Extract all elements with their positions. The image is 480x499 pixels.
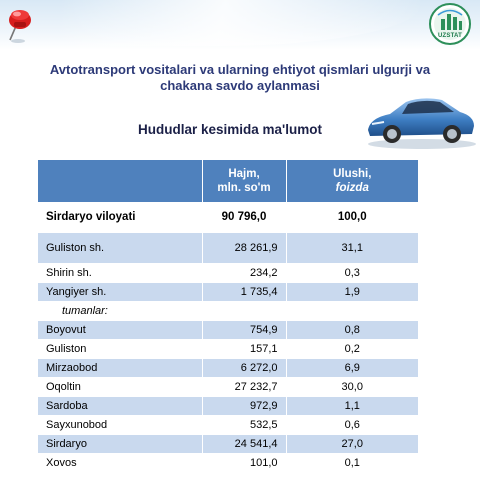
top-banner bbox=[0, 0, 480, 50]
table-row: Guliston sh. 28 261,9 31,1 bbox=[38, 232, 418, 263]
table-row: Shirin sh. 234,2 0,3 bbox=[38, 263, 418, 282]
table-row: tumanlar: bbox=[38, 301, 418, 320]
header-region bbox=[38, 160, 202, 202]
header-volume: Hajm, mln. so'm bbox=[202, 160, 286, 202]
header-share: Ulushi, foizda bbox=[286, 160, 418, 202]
table-row: Xovos 101,0 0,1 bbox=[38, 453, 418, 472]
table-row: Sayxunobod 532,5 0,6 bbox=[38, 415, 418, 434]
table-row: Sardoba 972,9 1,1 bbox=[38, 396, 418, 415]
logo-text: UZSTAT bbox=[438, 33, 462, 39]
table-row: Mirzaobod 6 272,0 6,9 bbox=[38, 358, 418, 377]
page-subtitle: Hududlar kesimida ma'lumot bbox=[138, 122, 322, 137]
car-image bbox=[362, 88, 478, 152]
table-header-row bbox=[38, 160, 418, 202]
table-row-total: Sirdaryo viloyati 90 796,0 100,0 bbox=[38, 202, 418, 232]
pushpin-icon bbox=[2, 4, 36, 46]
table-row: Boyovut 754,9 0,8 bbox=[38, 320, 418, 339]
table-row: Guliston 157,1 0,2 bbox=[38, 339, 418, 358]
uzstat-logo-icon bbox=[428, 2, 472, 46]
table-row: Sirdaryo 24 541,4 27,0 bbox=[38, 434, 418, 453]
data-table bbox=[38, 160, 418, 473]
table-row: Oqoltin 27 232,7 30,0 bbox=[38, 377, 418, 396]
table-row: Yangiyer sh. 1 735,4 1,9 bbox=[38, 282, 418, 301]
page-title: Avtotransport vositalari va ularning ehtiyot qismlari ulgurji va chakana savdo aylanmasi bbox=[49, 62, 431, 93]
